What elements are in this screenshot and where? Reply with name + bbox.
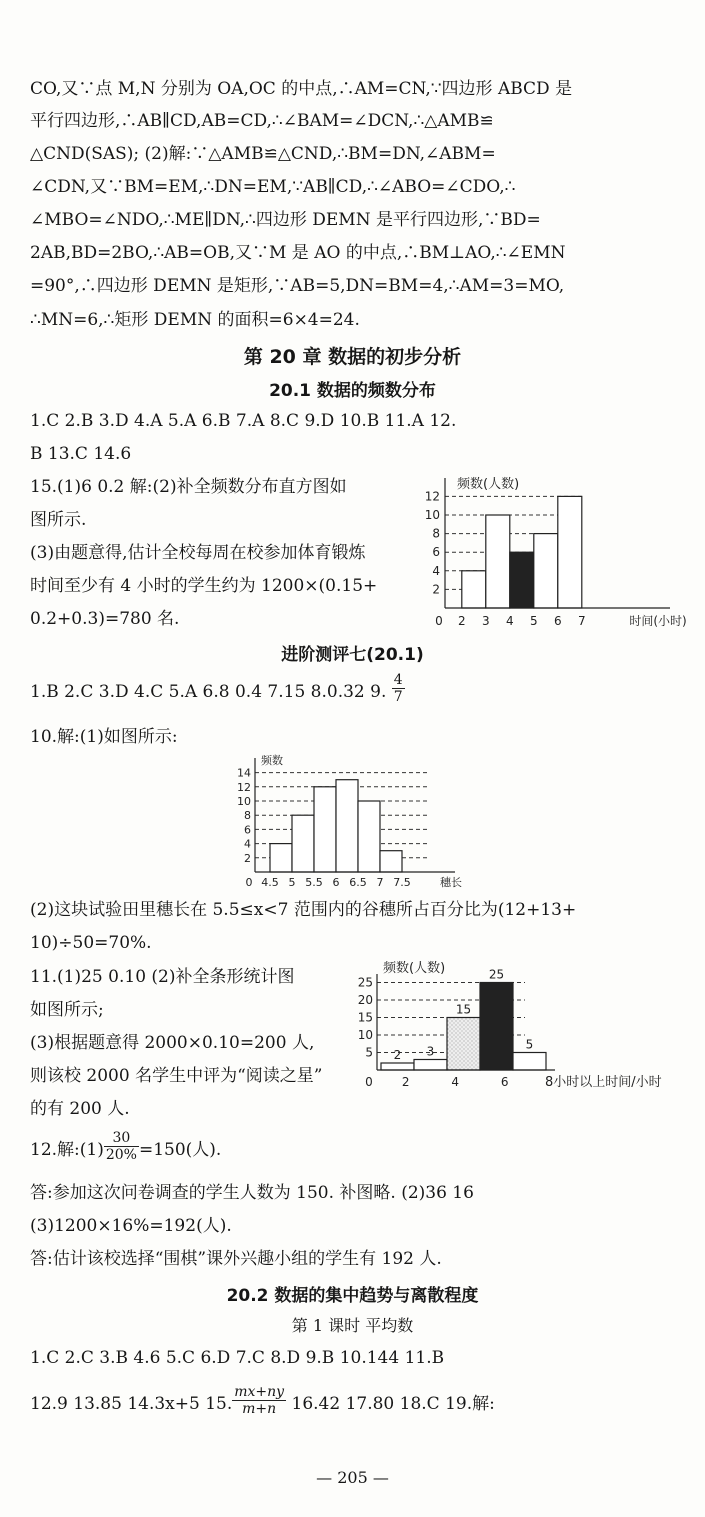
fraction-denominator: 7 bbox=[393, 689, 403, 705]
q12-line: 答:估计该校选择“围棋”课外兴趣小组的学生有 192 人. bbox=[30, 1249, 442, 1269]
fraction bbox=[104, 1130, 139, 1163]
answer-text: 1.B 2.C 3.D 4.C 5.A 6.8 0.4 7.15 8.0.32 9. bbox=[30, 682, 387, 702]
histogram-bar bbox=[270, 844, 292, 872]
y-tick-label: 12 bbox=[424, 489, 440, 504]
y-axis-label: 频数(人数) bbox=[457, 477, 520, 492]
histogram-exercise-time bbox=[420, 470, 687, 635]
text-line: =90°,∴四边形 DEMN 是矩形,∵AB=5,DN=BM=4,∴AM=3=MO, bbox=[30, 276, 565, 296]
x-tick-label: 6.5 bbox=[349, 876, 367, 889]
x-tick-label: 5 bbox=[288, 876, 296, 889]
fraction bbox=[232, 1384, 286, 1417]
text-line: ∠CDN,又∵BM=EM,∴DN=EM,∵AB∥CD,∴∠ABO=∠CDO,∴ bbox=[30, 177, 516, 197]
y-tick-label: 6 bbox=[432, 545, 440, 560]
q11-line: 如图所示; bbox=[30, 1000, 104, 1020]
fraction-numerator: mx+ny bbox=[234, 1384, 285, 1400]
text-line: 平行四边形,∴AB∥CD,AB=CD,∴∠BAM=∠DCN,∴△AMB≌ bbox=[30, 111, 494, 131]
x-tick-label: 7.5 bbox=[393, 876, 411, 889]
y-tick-label: 2 bbox=[432, 582, 440, 597]
q11-line: 则该校 2000 名学生中评为“阅读之星” bbox=[30, 1066, 323, 1086]
text-line: 2AB,BD=2BO,∴AB=OB,又∵M 是 AO 的中点,∴BM⊥AO,∴∠EMN bbox=[30, 243, 566, 263]
data-label: 25 bbox=[488, 967, 505, 982]
answer-text: 12.9 13.85 14.3x+5 15. bbox=[30, 1394, 233, 1414]
x-axis-label: 时间(小时) bbox=[629, 614, 687, 628]
q12-prefix: 12.解:(1) bbox=[30, 1140, 104, 1160]
x-tick-label: 0 bbox=[435, 614, 443, 628]
bar-chart-reading-time bbox=[355, 960, 685, 1090]
q15-line: 时间至少有 4 小时的学生约为 1200×(0.15+ bbox=[30, 576, 378, 596]
x-tick-label: 4 bbox=[505, 614, 514, 628]
x-tick-label: 0 bbox=[245, 876, 253, 889]
y-tick-label: 5 bbox=[365, 1045, 373, 1060]
y-axis-label: 频数(人数) bbox=[383, 961, 446, 976]
x-axis-label: 穗长 bbox=[440, 876, 462, 889]
answer-line bbox=[30, 1384, 495, 1417]
y-tick-label: 8 bbox=[432, 526, 440, 541]
histogram-bar bbox=[534, 534, 558, 608]
section-title: 20.2 数据的集中趋势与离散程度 bbox=[226, 1286, 479, 1306]
histogram-bar bbox=[380, 851, 402, 872]
y-axis-label: 频数 bbox=[261, 754, 283, 767]
histogram-bar bbox=[510, 552, 534, 608]
y-tick-label: 10 bbox=[237, 795, 251, 808]
y-tick-label: 15 bbox=[357, 1010, 373, 1025]
histogram-bar bbox=[292, 815, 314, 872]
q15-line: 0.2+0.3)=780 名. bbox=[30, 609, 180, 629]
data-label: 5 bbox=[525, 1037, 534, 1052]
text-line: CO,又∵点 M,N 分别为 OA,OC 的中点,∴AM=CN,∵四边形 ABCD 是 bbox=[30, 79, 573, 99]
histogram-bar bbox=[358, 801, 380, 872]
histogram-ear-length bbox=[225, 752, 470, 892]
y-tick-label: 4 bbox=[244, 837, 251, 851]
x-tick-label: 6 bbox=[332, 876, 340, 889]
bar bbox=[381, 1063, 414, 1070]
answer-line: 1.C 2.C 3.B 4.6 5.C 6.D 7.C 8.D 9.B 10.144 11.B bbox=[30, 1348, 445, 1368]
x-tick-label: 3 bbox=[481, 614, 490, 628]
x-tick-label: 6 bbox=[500, 1075, 509, 1089]
x-tick-label: 5 bbox=[529, 614, 538, 628]
data-label: 15 bbox=[455, 1002, 472, 1017]
fraction-denominator: 20% bbox=[105, 1147, 137, 1163]
q10-line: 10)÷50=70%. bbox=[30, 933, 152, 953]
histogram-bar bbox=[462, 571, 486, 608]
q11-line: 11.(1)25 0.10 (2)补全条形统计图 bbox=[30, 967, 295, 987]
fraction bbox=[392, 672, 405, 705]
bar bbox=[480, 983, 513, 1071]
q12-line bbox=[30, 1130, 222, 1163]
x-tick-label: 4.5 bbox=[261, 876, 279, 889]
bar bbox=[447, 1018, 480, 1071]
lesson-title: 第 1 课时 平均数 bbox=[291, 1316, 414, 1335]
y-tick-label: 10 bbox=[424, 508, 440, 522]
bar bbox=[513, 1053, 546, 1071]
text-line: ∴MN=6,∴矩形 DEMN 的面积=6×4=24. bbox=[30, 310, 360, 330]
answer-line: B 13.C 14.6 bbox=[30, 444, 132, 464]
page-number: — 205 — bbox=[316, 1468, 389, 1487]
answer-text: 16.42 17.80 18.C 19.解: bbox=[291, 1394, 495, 1414]
y-tick-label: 8 bbox=[244, 809, 251, 823]
q10-intro: 10.解:(1)如图所示: bbox=[30, 727, 178, 747]
eval-title: 进阶测评七(20.1) bbox=[281, 645, 424, 665]
histogram-bar bbox=[336, 780, 358, 872]
q15-line: 图所示. bbox=[30, 510, 87, 530]
y-tick-label: 12 bbox=[237, 780, 251, 794]
q11-line: 的有 200 人. bbox=[30, 1099, 130, 1119]
q12-suffix: =150(人). bbox=[138, 1140, 222, 1160]
histogram-bar bbox=[486, 515, 510, 608]
x-tick-label: 7 bbox=[376, 876, 384, 889]
q12-line: 答:参加这次问卷调查的学生人数为 150. 补图略. (2)36 16 bbox=[30, 1183, 474, 1203]
y-tick-label: 25 bbox=[357, 975, 373, 990]
x-tick-label: 7 bbox=[577, 614, 586, 628]
q12-line: (3)1200×16%=192(人). bbox=[30, 1216, 232, 1236]
x-tick-label: 6 bbox=[553, 614, 562, 628]
q15-line: 15.(1)6 0.2 解:(2)补全频数分布直方图如 bbox=[30, 477, 347, 497]
chapter-title: 第 20 章 数据的初步分析 bbox=[243, 346, 462, 368]
y-tick-label: 2 bbox=[244, 851, 251, 865]
y-tick-label: 10 bbox=[357, 1028, 373, 1042]
x-axis-label: 8小时以上时间/小时 bbox=[545, 1075, 662, 1090]
q11-line: (3)根据题意得 2000×0.10=200 人, bbox=[30, 1033, 315, 1053]
histogram-bar bbox=[314, 787, 336, 872]
data-label: 3 bbox=[426, 1044, 435, 1059]
y-tick-label: 4 bbox=[432, 563, 440, 578]
section-title: 20.1 数据的频数分布 bbox=[269, 381, 436, 401]
y-tick-label: 14 bbox=[237, 766, 251, 780]
fraction-denominator: m+n bbox=[242, 1401, 277, 1417]
x-tick-label: 4 bbox=[451, 1075, 460, 1089]
text-line: △CND(SAS); (2)解:∵△AMB≌△CND,∴BM=DN,∠ABM= bbox=[30, 144, 496, 164]
fraction-numerator: 30 bbox=[104, 1130, 139, 1147]
data-label: 2 bbox=[393, 1048, 402, 1062]
q15-line: (3)由题意得,估计全校每周在校参加体育锻炼 bbox=[30, 543, 366, 563]
x-tick-label: 2 bbox=[457, 614, 466, 628]
x-tick-label: 0 bbox=[365, 1075, 373, 1089]
histogram-bar bbox=[558, 496, 582, 608]
x-tick-label: 5.5 bbox=[305, 876, 323, 889]
y-tick-label: 20 bbox=[357, 993, 373, 1007]
text-line: ∠MBO=∠NDO,∴ME∥DN,∴四边形 DEMN 是平行四边形,∵BD= bbox=[30, 210, 541, 230]
x-tick-label: 2 bbox=[401, 1075, 410, 1089]
bar bbox=[414, 1060, 447, 1071]
answer-line: 1.C 2.B 3.D 4.A 5.A 6.B 7.A 8.C 9.D 10.B 11.A 12. bbox=[30, 411, 457, 431]
answer-line bbox=[30, 672, 405, 705]
fraction-numerator: 4 bbox=[393, 672, 403, 688]
q10-line: (2)这块试验田里穗长在 5.5≤x<7 范围内的谷穗所占百分比为(12+13+ bbox=[30, 900, 577, 920]
y-tick-label: 6 bbox=[244, 823, 251, 837]
